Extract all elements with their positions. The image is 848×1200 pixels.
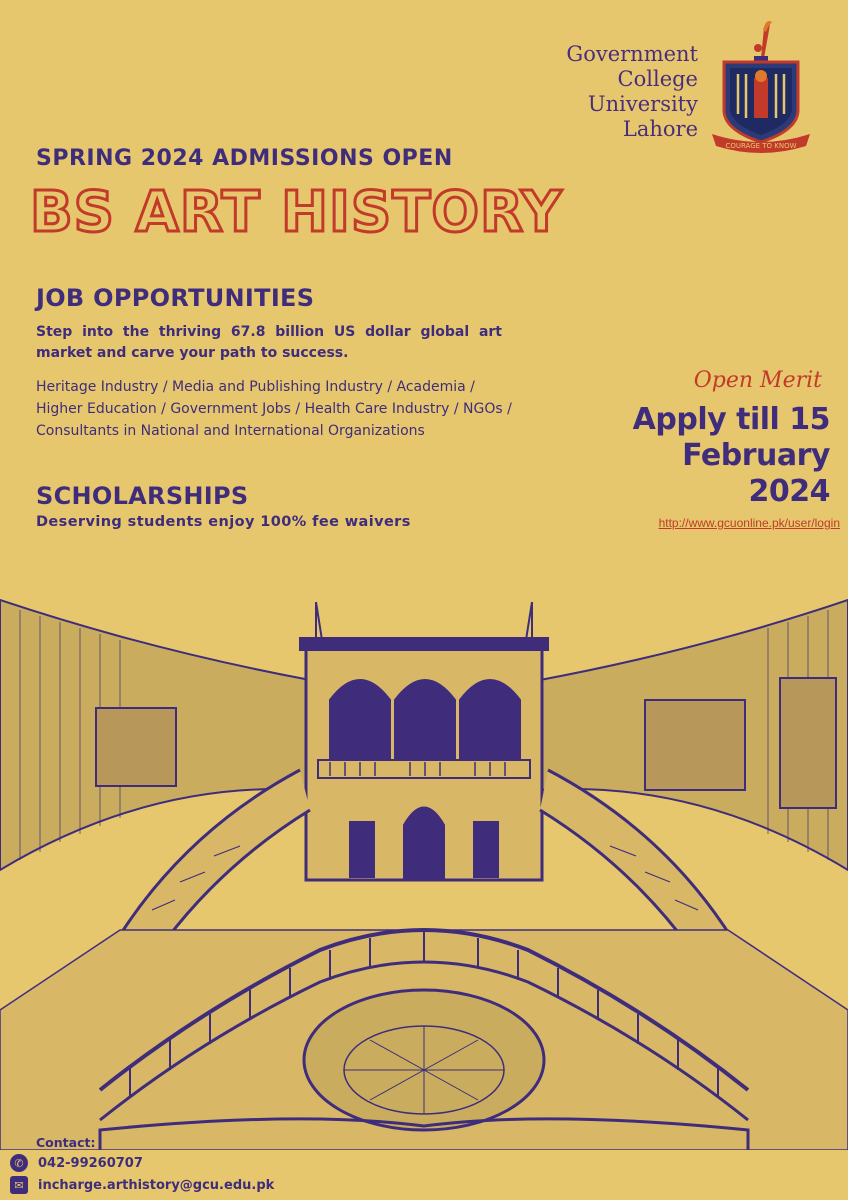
contact-label: Contact:	[36, 1135, 96, 1150]
scholarships-heading: SCHOLARSHIPS	[36, 482, 249, 510]
apply-line: Apply till 15	[632, 402, 830, 437]
university-name-line: College	[617, 67, 698, 91]
contact-phone-row	[10, 1154, 143, 1172]
contact-phone[interactable]: 042-99260707	[38, 1155, 143, 1171]
job-description: Step into the thriving 67.8 billion US dollar global art market and carve your path to success.	[36, 324, 502, 361]
contact-email[interactable]: incharge.arthistory@gcu.edu.pk	[38, 1177, 275, 1193]
job-list: Heritage Industry / Media and Publishing Industry / Academia / Higher Education / Government Jobs / Health Care Industry / NGOs / Consultants in National and International Organizations	[36, 379, 512, 439]
mail-icon: ✉	[10, 1176, 28, 1194]
apply-deadline	[600, 402, 830, 510]
phone-icon: ✆	[10, 1154, 28, 1172]
apply-line: 2024	[748, 474, 830, 509]
university-name-line: Government	[566, 42, 698, 66]
torch-icon	[754, 21, 772, 61]
admissions-heading: SPRING 2024 ADMISSIONS OPEN	[36, 146, 453, 171]
contact-email-row	[10, 1176, 274, 1194]
job-opportunities-heading: JOB OPPORTUNITIES	[36, 284, 315, 312]
architecture-illustration	[0, 590, 848, 1150]
university-name-line: University	[587, 92, 698, 116]
motto-text: COURAGE TO KNOW	[725, 142, 797, 150]
apply-line: February	[682, 438, 830, 473]
university-crest-logo	[706, 18, 816, 158]
university-name-line: Lahore	[622, 117, 698, 141]
apply-link[interactable]: http://www.gcuonline.pk/user/login	[658, 516, 840, 530]
university-name	[498, 42, 698, 142]
scholarships-description: Deserving students enjoy 100% fee waivers	[36, 514, 411, 530]
program-title: BS ART HISTORY	[30, 180, 563, 245]
open-merit-label: Open Merit	[693, 368, 822, 393]
